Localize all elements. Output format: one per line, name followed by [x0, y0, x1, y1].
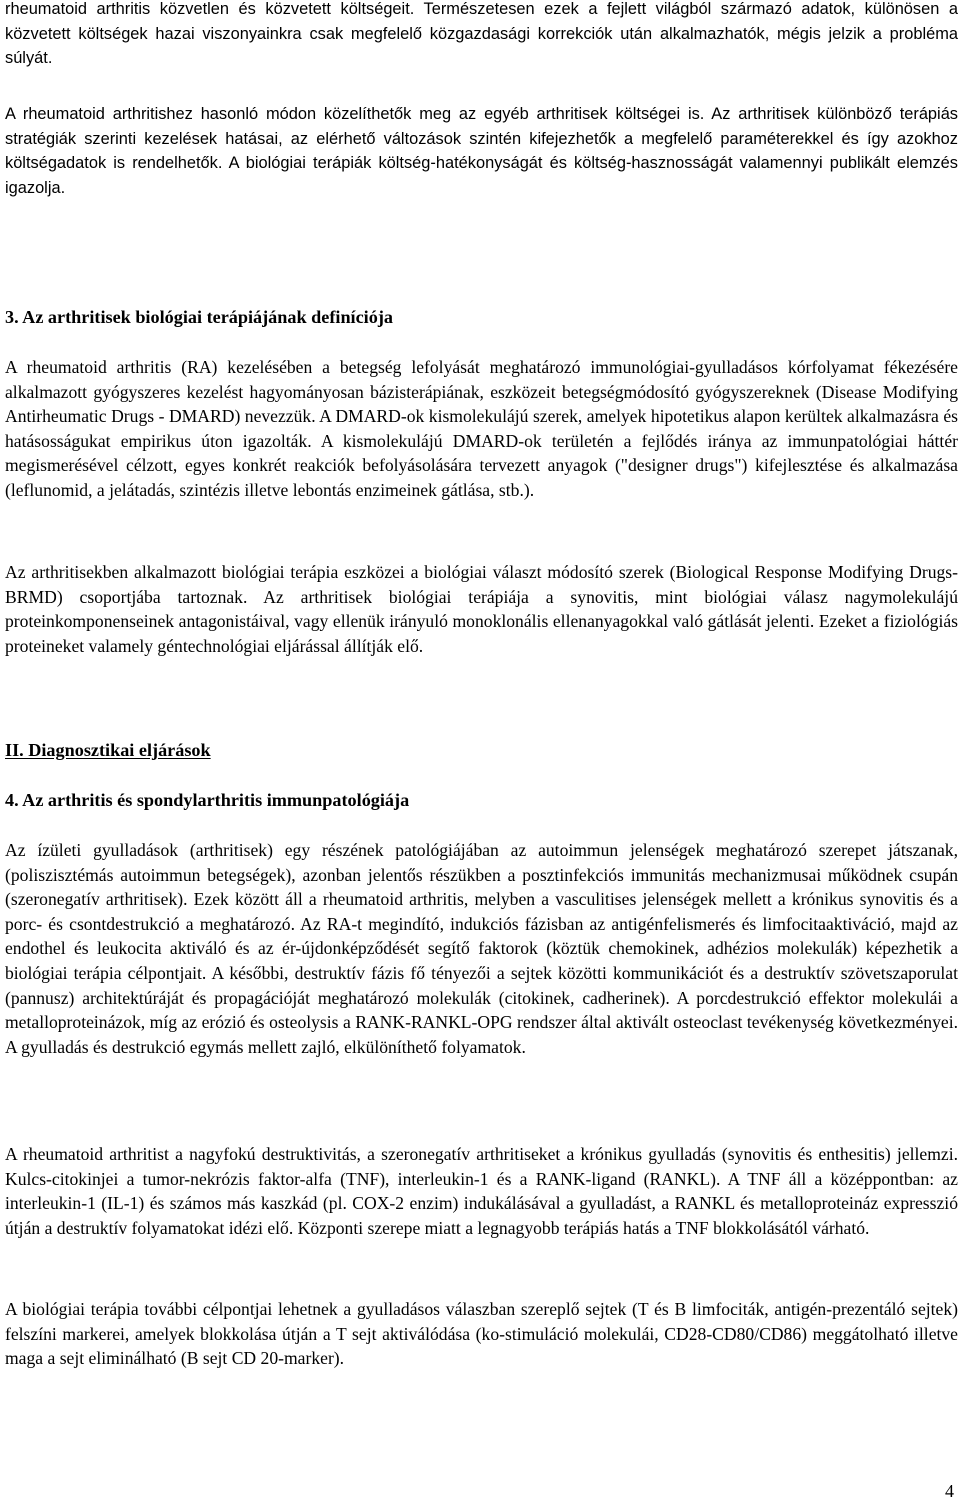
page-number: 4 [945, 1481, 954, 1501]
paragraph-tnf-role: A rheumatoid arthritist a nagyfokú destruktivitás, a szeronegatív arthritiseket a krónikus gyulladás (synovitis és enthesitis) jellemzi. Kulcs-citokinjei a tumor-nekrózis faktor-alfa (TNF), interleukin-1 és a RANK-ligand (RANKL). A TNF áll a középpontban: az interleukin-1 (IL-1) és számos más kaszkád (pl. COX-2 enzim) indukálásával a gyulladást, a RANKL és metalloproteináz expresszió útján a destruktív folyamatokat idézi elő. Központi szerepe miatt a legnagyobb terápiás hatás a TNF blokkolásától várható. [5, 1144, 958, 1238]
paragraph-immunopathology: Az ízületi gyulladások (arthritisek) egy részének patológiájában az autoimmun jelenségek meghatározó szerepet játszanak, (poliszisztémás autoimmun betegségek), azonban jelentős részükben a posztinfekciós immunitás mechanizmusai működnek csupán (szeronegatív arthritisek). Ezek között áll a rheumatoid arthritis, melyben a vasculitises jelenségek mellett a krónikus synovitis és a porc- és csontdestrukció a meghatározó. Az RA-t megindító, indukciós fázisban az antigénfelismerés és limfocitaaktiváció, majd az endothel és leukocita aktiváló és az ér-újdonképződését segítő faktorok (köztük chemokinek, adhézios molekulák) képezhetik a biológiai terápia célpontjait. A későbbi, destruktív fázis fő tényezői a sejtek közötti kommunikációt és a destruktív szövetszaporulat (pannusz) architektúráját és propagációját meghatározó molekulák (citokinek, cadherinek). A porcdestrukció effektor molekulái a metalloproteinázok, míg az erózió és osteolysis a RANK-RANKL-OPG rendszer által aktivált osteoclast tevékenység következményei. A gyulladás és destrukció egymás mellett zajló, elkülöníthető folyamatok. [5, 840, 958, 1057]
paragraph-dmard-definition: A rheumatoid arthritis (RA) kezelésében a betegség lefolyását meghatározó immunológiai-gyulladásos kórfolyamat fékezésére alkalmazott gyógyszeres kezelést hagyományosan bázisterápiának, eszközeit betegségmódosító gyógyszereknek (Disease Modifying Antirheumatic Drugs - DMARD) nevezzük. A DMARD-ok kismolekulájú szerek, amelyek hipotetikus alapon kerültek alkalmazásra és hatásosságukat empirikus úton igazolták. A kismolekulájú DMARD-ok területén a fejlődés iránya az immunpatológiai háttér megismerésével célzott, egyes konkrét reakciók befolyásolására tervezett anyagok ("designer drugs") kifejlesztése és alkalmazása (leflunomid, a jelátadás, szintézis illetve lebontás enzimeinek gátlása, stb.). [5, 357, 958, 500]
paragraph-biological-therapy: Az arthritisekben alkalmazott biológiai terápia eszközei a biológiai választ módosító szerek (Biological Response Modifying Drugs-BRMD) csoportjába tartoznak. Az arthritisek biológiai terápiája a synovitis, mint biológiai válasz nagymolekulájú proteinkomponenseinek antagonistáival, vagy ellenük irányuló monoklonális ellenanyagokkal való gátlását jelenti. Ezeket a fiziológiás proteineket valamely géntechnológiai eljárással állítják elő. [5, 562, 958, 656]
paragraph-costs-intro: rheumatoid arthritis közvetlen és közvetett költségeit. Természetesen ezek a fejlett világból származó adatok, különösen a közvetett költségek hazai viszonyainkra csak megfelelő közgazdasági korrekciók után alkalmazhatók, mégis jelzik a probléma súlyát. [5, 0, 958, 68]
section-heading-4: 4. Az arthritis és spondylarthritis immunpatológiája [5, 790, 410, 810]
chapter-heading-ii: II. Diagnosztikai eljárások [5, 740, 211, 760]
paragraph-therapy-targets: A biológiai terápia további célpontjai lehetnek a gyulladásos válaszban szereplő sejtek (T és B limfociták, antigén-prezentáló sejtek) felszíni markerei, amelyek blokkolása útján a T sejt aktiválódása (ko-stimuláció molekulái, CD28-CD80/CD86) meggátolható illetve maga a sejt eliminálható (B sejt CD 20-marker). [5, 1299, 958, 1369]
paragraph-arthritis-costs: A rheumatoid arthritishez hasonló módon közelíthetők meg az egyéb arthritisek költségei is. Az arthritisek különböző terápiás stratégiák szerinti kezelések hatásai, az elérhető változások szintén kifejezhetők a megfelelő paraméterekkel és így azokhoz költségadatok is rendelhetők. A biológiai terápiák költség-hatékonyságát és költség-hasznosságát valamennyi publikált elemzés igazolja. [5, 105, 958, 197]
section-heading-3: 3. Az arthritisek biológiai terápiájának definíciója [5, 307, 393, 327]
